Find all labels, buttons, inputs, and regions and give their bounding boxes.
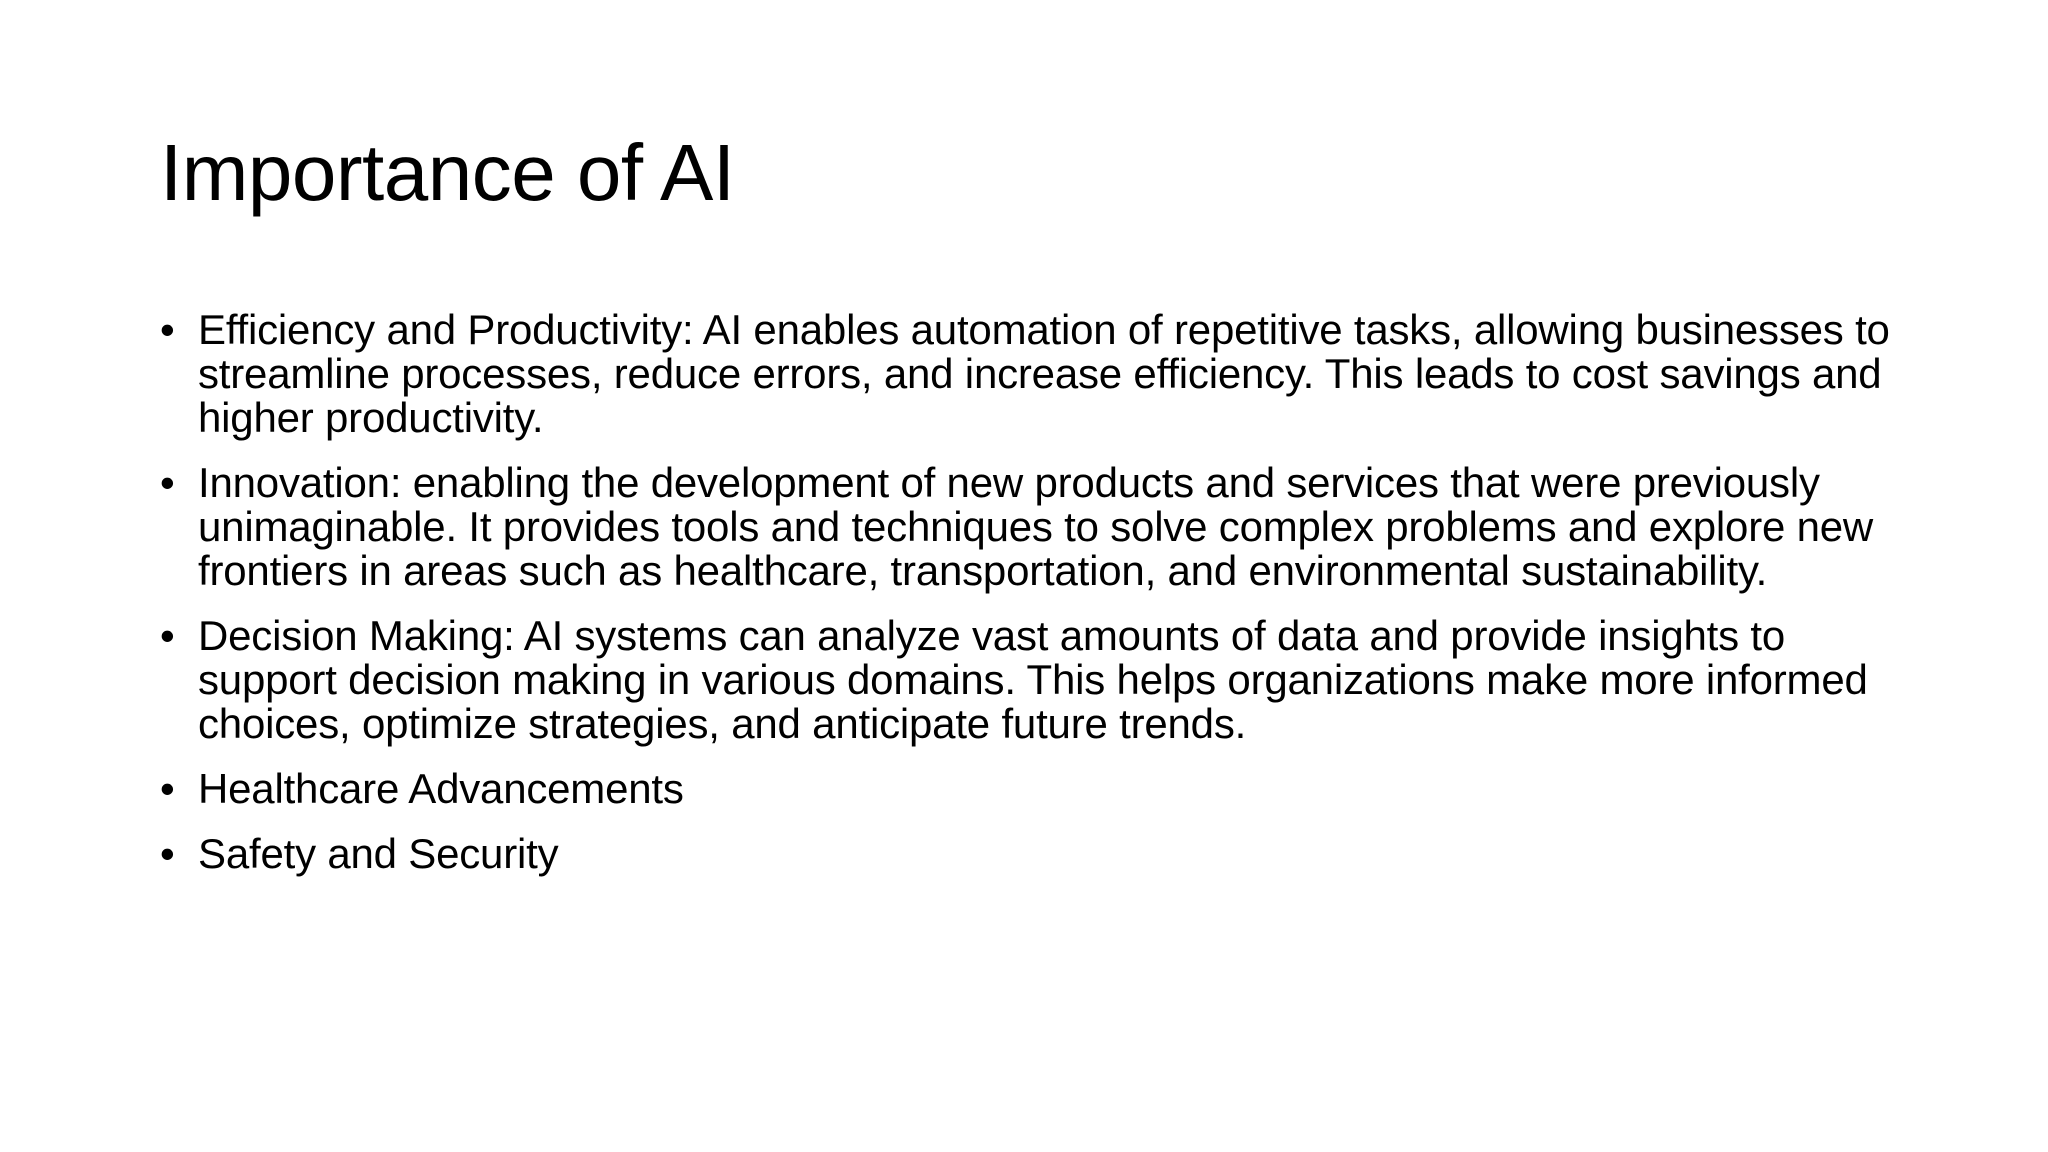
bullet-text: Efficiency and Productivity: AI enables automation of repetitive tasks, allowing businesses to streamline processes, reduce errors, and increase efficiency. This leads to cost savings and higher productivity. <box>198 306 1890 441</box>
bullet-item-healthcare <box>160 767 1900 811</box>
bullet-text: Healthcare Advancements <box>198 765 684 812</box>
bullet-item-efficiency <box>160 308 1900 440</box>
bullet-icon: • <box>160 306 175 353</box>
bullet-text: Decision Making: AI systems can analyze vast amounts of data and provide insights to support decision making in various domains. This helps organizations make more informed choices, optimize strategies, and anticipate future trends. <box>198 612 1868 747</box>
bullet-list <box>160 308 1900 897</box>
bullet-item-safety <box>160 832 1900 876</box>
bullet-item-innovation <box>160 461 1900 593</box>
bullet-text: Innovation: enabling the development of new products and services that were previously unimaginable. It provides tools and techniques to solve complex problems and explore new frontiers in areas such as healthcare, transportation, and environmental sustainability. <box>198 459 1874 594</box>
slide-title: Importance of AI <box>160 128 735 217</box>
bullet-icon: • <box>160 612 175 659</box>
bullet-icon: • <box>160 459 175 506</box>
bullet-text: Safety and Security <box>198 830 559 877</box>
bullet-icon: • <box>160 765 175 812</box>
bullet-icon: • <box>160 830 175 877</box>
bullet-item-decision-making <box>160 614 1900 746</box>
